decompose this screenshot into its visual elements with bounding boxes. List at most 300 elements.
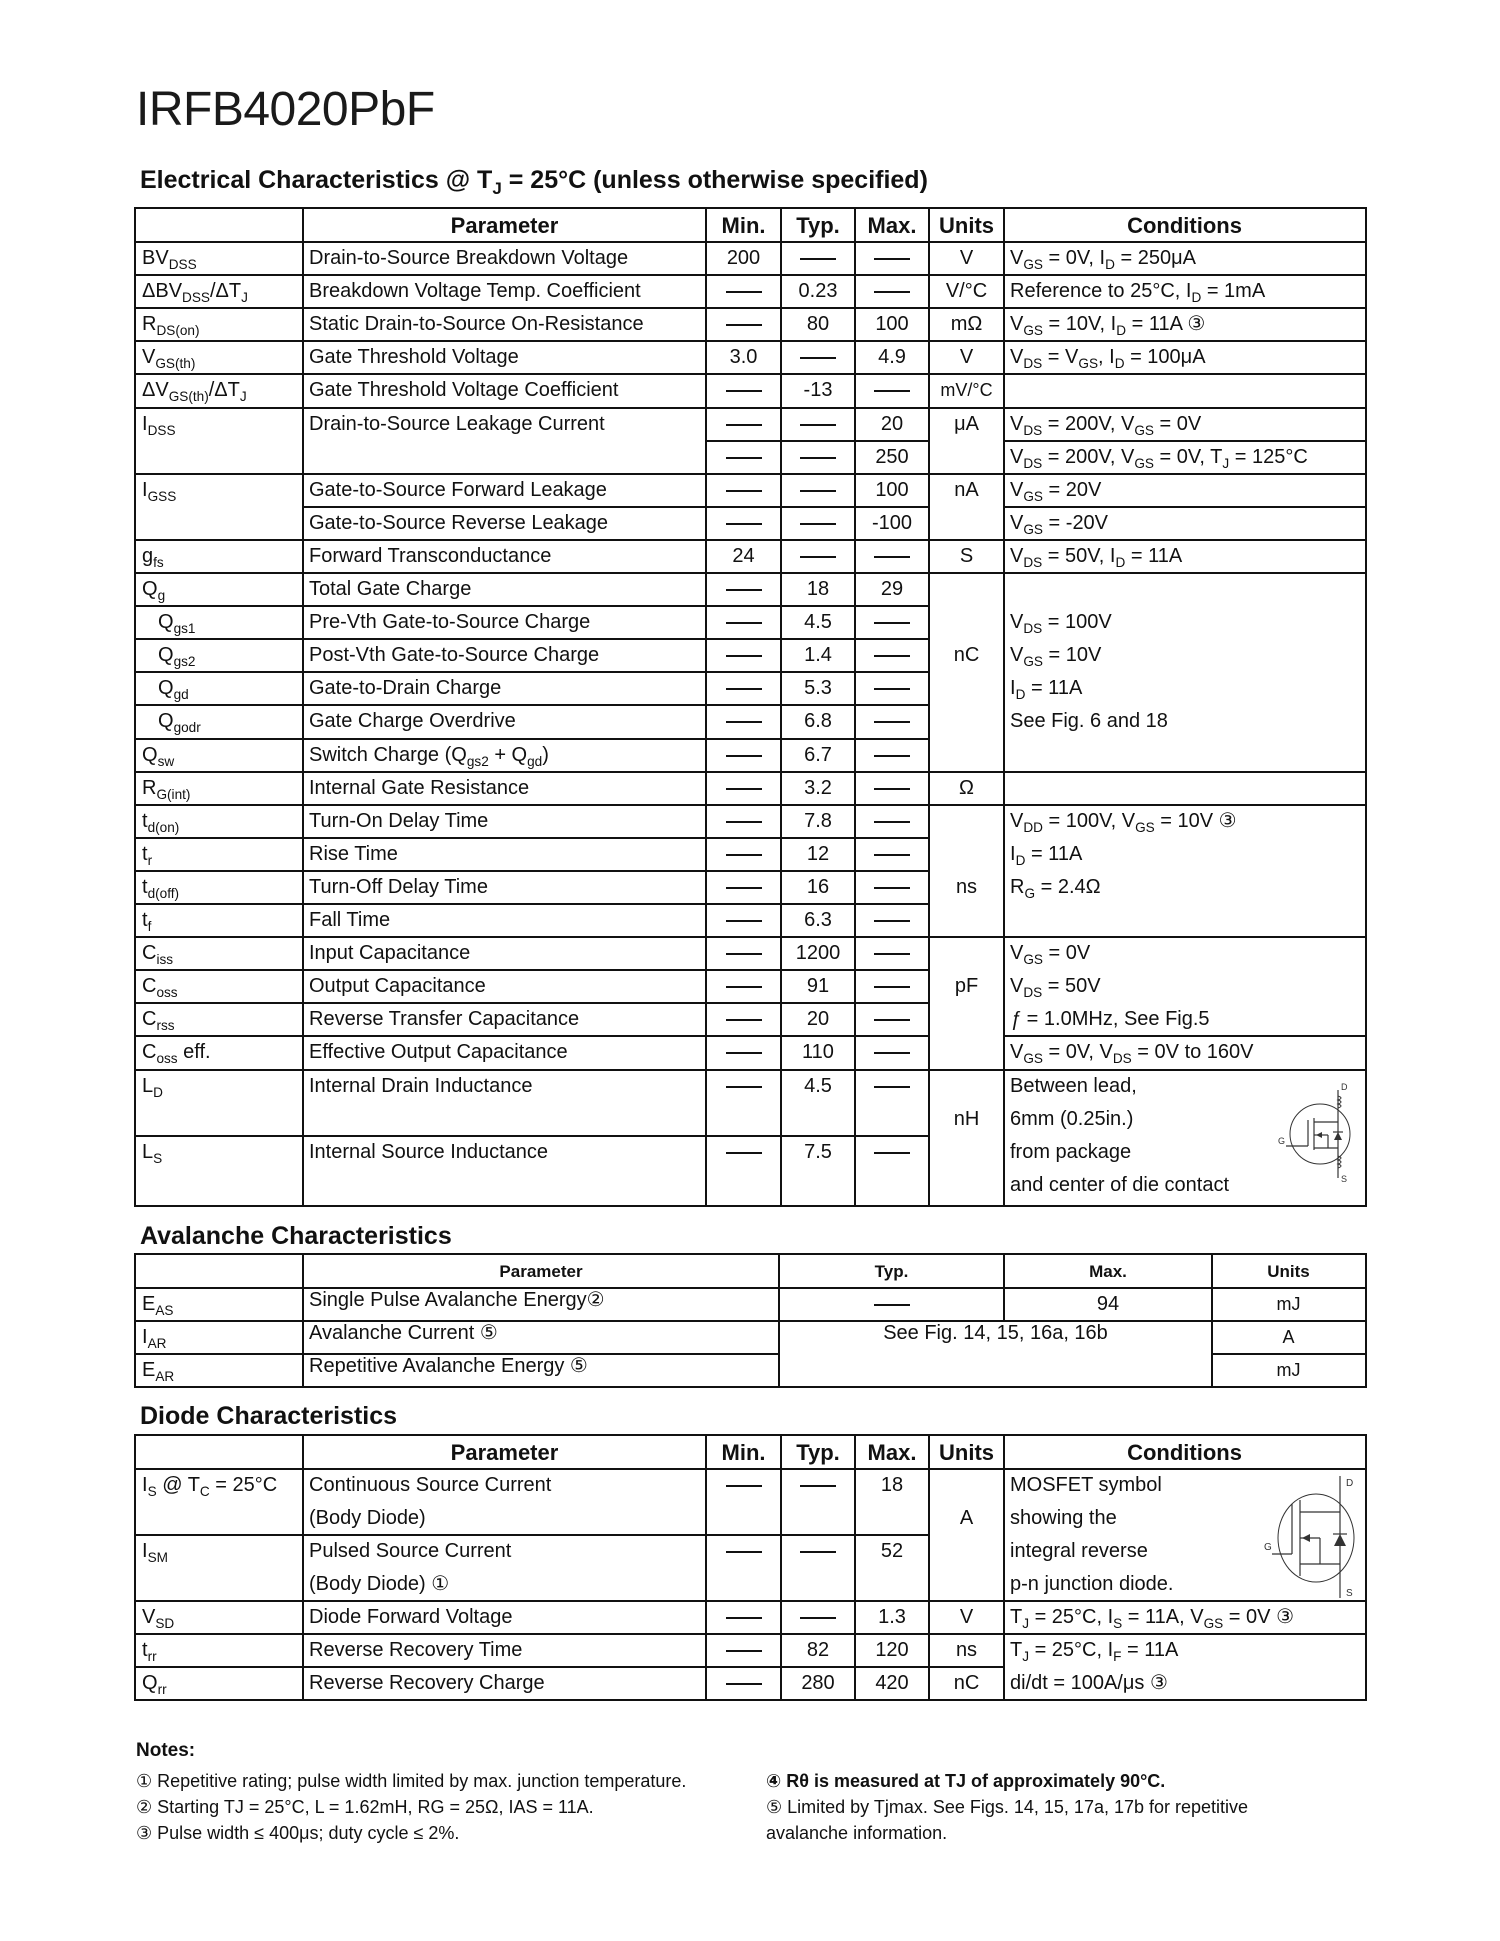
max-value: -100 bbox=[871, 512, 913, 534]
notes-block bbox=[136, 1738, 195, 1764]
conditions-cell: $I_D = 11A$ bbox=[1010, 677, 1083, 702]
typ-value: 0.23 bbox=[798, 280, 838, 302]
dash-none bbox=[726, 490, 762, 492]
dash-none bbox=[874, 556, 910, 558]
parameter-cell: Total Gate Charge bbox=[309, 578, 472, 600]
header-typ: Typ. bbox=[874, 1262, 909, 1281]
conditions-cell: $V_{DS} = 100V$ bbox=[1010, 611, 1112, 636]
parameter-cell: Gate-to-Source Forward Leakage bbox=[309, 479, 607, 501]
max-value bbox=[855, 606, 929, 639]
dash-none bbox=[726, 1551, 762, 1553]
electrical-title-text: Electrical Characteristics @ T bbox=[140, 166, 493, 194]
dash-none bbox=[726, 1617, 762, 1619]
parameter-cell: Post-Vth Gate-to-Source Charge bbox=[309, 644, 600, 666]
dash-none bbox=[874, 986, 910, 988]
header-typ: Typ. bbox=[796, 1440, 840, 1465]
symbol-cell: $I_{SM}$ bbox=[142, 1540, 168, 1565]
dash-none bbox=[726, 755, 762, 757]
parameter-cell: Input Capacitance bbox=[309, 942, 471, 964]
dash-none bbox=[800, 424, 836, 426]
conditions-cell: $V_{GS} = 10V$ bbox=[1010, 644, 1102, 669]
symbol-cell: $R_{DS(on)}$ bbox=[142, 313, 200, 338]
conditions-cell: di/dt = 100A/μs ③ bbox=[1010, 1672, 1168, 1694]
svg-text:G: G bbox=[1278, 1136, 1286, 1146]
parameter-cell: Internal Drain Inductance bbox=[309, 1075, 533, 1097]
parameter-cell: Effective Output Capacitance bbox=[309, 1041, 568, 1063]
note-2: ② Starting TJ = 25°C, L = 1.62mH, RG = 25Ω, IAS = 11A. bbox=[136, 1797, 594, 1817]
dash-none bbox=[726, 953, 762, 955]
units-cell: pF bbox=[954, 975, 979, 997]
typ-value: 20 bbox=[806, 1008, 830, 1030]
conditions-cell: $V_{GS} = -20V$ bbox=[1010, 512, 1109, 537]
symbol-cell: $t_f$ bbox=[142, 909, 152, 934]
avalanche-characteristics-table bbox=[134, 1253, 1367, 1388]
min-value bbox=[706, 374, 781, 407]
symbol-cell: $\Delta V_{GS(th)}/\Delta T_J$ bbox=[142, 379, 247, 404]
symbol-cell: $t_{rr}$ bbox=[142, 1639, 157, 1664]
min-value: 200 bbox=[726, 247, 761, 269]
conditions-cell: $R_G = 2.4\Omega$ bbox=[1010, 876, 1101, 901]
max-value bbox=[855, 540, 929, 573]
typ-value: 110 bbox=[802, 1041, 834, 1063]
header-min: Min. bbox=[721, 1440, 766, 1465]
min-value bbox=[706, 606, 781, 639]
max-value: 250 bbox=[875, 446, 909, 468]
symbol-cell: $R_{G(int)}$ bbox=[142, 777, 191, 802]
conditions-cell: 6mm (0.25in.) bbox=[1010, 1108, 1134, 1130]
dash-none bbox=[874, 920, 910, 922]
parameter-cell: Drain-to-Source Leakage Current bbox=[309, 413, 605, 435]
diode-section-title: Diode Characteristics bbox=[140, 1402, 398, 1430]
dash-none bbox=[874, 688, 910, 690]
typ-value bbox=[781, 1469, 855, 1502]
mosfet-body-diode-symbol-icon bbox=[1264, 1474, 1364, 1603]
dash-none bbox=[874, 788, 910, 790]
parameter-cell: Gate-to-Drain Charge bbox=[309, 677, 502, 699]
typ-value: 16 bbox=[806, 876, 830, 898]
parameter-cell: Gate Threshold Voltage Coefficient bbox=[309, 379, 619, 401]
header-max: Max. bbox=[867, 1440, 917, 1465]
max-value bbox=[855, 739, 929, 772]
header-max: Max. bbox=[867, 213, 917, 238]
min-value bbox=[706, 408, 781, 441]
header-parameter: Parameter bbox=[450, 213, 559, 238]
symbol-cell: $Q_{sw}$ bbox=[142, 744, 175, 769]
electrical-title-rest: = 25°C (unless otherwise specified) bbox=[501, 166, 928, 194]
dash-none bbox=[726, 788, 762, 790]
units-cell: Ω bbox=[959, 777, 974, 799]
symbol-cell: $L_D$ bbox=[142, 1075, 163, 1100]
typ-value: 6.7 bbox=[804, 744, 832, 766]
dash-none bbox=[726, 523, 762, 525]
dash-none bbox=[726, 1019, 762, 1021]
parameter-cell: Rise Time bbox=[309, 843, 398, 865]
max-value: 420 bbox=[875, 1672, 909, 1694]
min-value bbox=[706, 937, 781, 970]
parameter-cell: Reverse Transfer Capacitance bbox=[309, 1008, 580, 1030]
dash-none bbox=[726, 1683, 762, 1685]
dash-none bbox=[800, 1485, 836, 1487]
dash-none bbox=[726, 1052, 762, 1054]
max-value: 94 bbox=[1096, 1293, 1120, 1315]
max-value bbox=[855, 1003, 929, 1036]
typ-value: 3.2 bbox=[804, 777, 832, 799]
parameter-cell: Single Pulse Avalanche Energy② bbox=[309, 1289, 605, 1311]
max-value bbox=[855, 772, 929, 805]
min-value bbox=[706, 871, 781, 904]
dash-none bbox=[874, 887, 910, 889]
dash-none bbox=[874, 821, 910, 823]
header-conditions: Conditions bbox=[1127, 1440, 1242, 1465]
electrical-characteristics-table bbox=[134, 207, 1367, 1207]
parameter-cell: Gate Threshold Voltage bbox=[309, 346, 519, 368]
dash-none bbox=[726, 457, 762, 459]
typ-value: 4.5 bbox=[804, 611, 832, 633]
dash-none bbox=[874, 721, 910, 723]
dash-none bbox=[726, 1152, 762, 1154]
units-cell: A bbox=[1282, 1327, 1295, 1347]
symbol-cell: $\Delta BV_{DSS}/\Delta T_J$ bbox=[142, 280, 248, 305]
dash-none bbox=[726, 324, 762, 326]
units-cell: ns bbox=[955, 876, 978, 898]
mosfet-description-line: p-n junction diode. bbox=[1010, 1573, 1174, 1595]
units-cell: V bbox=[959, 346, 974, 368]
typ-value bbox=[781, 341, 855, 374]
mosfet-inductance-symbol-icon bbox=[1276, 1082, 1356, 1187]
typ-value: 82 bbox=[806, 1639, 830, 1661]
min-value bbox=[706, 573, 781, 606]
min-value bbox=[706, 474, 781, 507]
symbol-cell: $I_{GSS}$ bbox=[142, 479, 177, 504]
units-cell: mJ bbox=[1276, 1294, 1301, 1314]
symbol-cell: $C_{iss}$ bbox=[142, 942, 174, 967]
dash-none bbox=[726, 589, 762, 591]
parameter-cell: Fall Time bbox=[309, 909, 391, 931]
symbol-cell: $E_{AS}$ bbox=[142, 1293, 174, 1318]
mosfet-description-line: MOSFET symbol bbox=[1010, 1474, 1162, 1496]
min-value bbox=[706, 441, 781, 474]
dash-none bbox=[726, 1485, 762, 1487]
symbol-cell: $Q_{gd}$ bbox=[158, 677, 189, 702]
max-value: 1.3 bbox=[878, 1606, 906, 1628]
diode-characteristics-table bbox=[134, 1434, 1367, 1701]
parameter-cell: Switch Charge $(Q_{gs2} + Q_{gd})$ bbox=[309, 744, 549, 769]
typ-value: 7.5 bbox=[804, 1141, 832, 1163]
min-value bbox=[706, 1667, 781, 1700]
units-cell: V/°C bbox=[945, 280, 988, 302]
dash-none bbox=[726, 688, 762, 690]
header-units: Units bbox=[1267, 1262, 1310, 1281]
svg-text:S: S bbox=[1341, 1174, 1348, 1182]
conditions-cell: $V_{GS} = 10V$, $I_D = 11A$ ③ bbox=[1010, 313, 1206, 338]
min-value bbox=[706, 308, 781, 341]
max-value bbox=[855, 242, 929, 275]
typ-value bbox=[781, 507, 855, 540]
dash-none bbox=[874, 854, 910, 856]
conditions-cell: $V_{DD} = 100V$, $V_{GS} = 10V$ ③ bbox=[1010, 810, 1237, 835]
units-cell: V bbox=[959, 247, 974, 269]
min-value bbox=[706, 672, 781, 705]
dash-none bbox=[874, 1152, 910, 1154]
min-value bbox=[706, 1535, 781, 1568]
units-cell: nC bbox=[953, 1672, 980, 1694]
dash-none bbox=[800, 523, 836, 525]
min-value bbox=[706, 1601, 781, 1634]
min-value bbox=[706, 705, 781, 738]
symbol-cell: $Q_{rr}$ bbox=[142, 1672, 167, 1697]
dash-none bbox=[726, 887, 762, 889]
dash-none bbox=[800, 457, 836, 459]
see-figures-note: See Fig. 14, 15, 16a, 16b bbox=[883, 1322, 1108, 1344]
dash-none bbox=[800, 490, 836, 492]
units-cell: mJ bbox=[1276, 1360, 1301, 1380]
symbol-cell: $t_{d(off)}$ bbox=[142, 876, 180, 901]
symbol-cell: $I_{DSS}$ bbox=[142, 413, 176, 438]
parameter-cell: Static Drain-to-Source On-Resistance bbox=[309, 313, 644, 335]
symbol-cell: $I_S$ @ $T_C = 25^\circ C$ bbox=[142, 1474, 278, 1499]
max-value: 120 bbox=[875, 1639, 909, 1661]
header-units: Units bbox=[939, 213, 994, 238]
units-cell: ns bbox=[955, 1639, 978, 1661]
max-value bbox=[855, 639, 929, 672]
parameter-cell: Output Capacitance bbox=[309, 975, 486, 997]
symbol-cell: $Q_g$ bbox=[142, 578, 166, 603]
units-cell: S bbox=[959, 545, 974, 567]
typ-value bbox=[781, 441, 855, 474]
symbol-cell: $C_{oss}$ eff. bbox=[142, 1041, 211, 1066]
dash-none bbox=[800, 357, 836, 359]
min-value bbox=[706, 739, 781, 772]
header-min: Min. bbox=[721, 213, 766, 238]
min-value bbox=[706, 838, 781, 871]
dash-none bbox=[726, 291, 762, 293]
conditions-cell: $V_{DS} = 200V$, $V_{GS} = 0V$ bbox=[1010, 413, 1202, 438]
max-value bbox=[855, 1036, 929, 1069]
dash-none bbox=[874, 1019, 910, 1021]
electrical-section-title bbox=[140, 166, 928, 198]
dash-none bbox=[800, 556, 836, 558]
max-value bbox=[855, 805, 929, 838]
dash-none bbox=[800, 1551, 836, 1553]
parameter-cell: Avalanche Current ⑤ bbox=[309, 1322, 498, 1344]
typ-value: 80 bbox=[806, 313, 830, 335]
conditions-cell: $V_{GS} = 0V$ bbox=[1010, 942, 1091, 967]
min-value bbox=[706, 1136, 781, 1169]
typ-value: 1.4 bbox=[804, 644, 832, 666]
symbol-cell: $Q_{gs1}$ bbox=[158, 611, 196, 636]
symbol-cell: $V_{SD}$ bbox=[142, 1606, 175, 1631]
dash-none bbox=[874, 622, 910, 624]
dash-none bbox=[874, 655, 910, 657]
units-cell: nA bbox=[954, 479, 979, 501]
dash-none bbox=[874, 390, 910, 392]
units-cell: A bbox=[959, 1507, 974, 1529]
max-value: 100 bbox=[875, 313, 909, 335]
max-value bbox=[855, 871, 929, 904]
parameter-cell: Pre-Vth Gate-to-Source Charge bbox=[309, 611, 591, 633]
symbol-cell: $t_r$ bbox=[142, 843, 153, 868]
conditions-cell: $I_D = 11A$ bbox=[1010, 843, 1083, 868]
dash-none bbox=[874, 953, 910, 955]
max-value bbox=[855, 937, 929, 970]
min-value bbox=[706, 1003, 781, 1036]
note-1: ① Repetitive rating; pulse width limited by max. junction temperature. bbox=[136, 1771, 687, 1791]
parameter-cell: Gate-to-Source Reverse Leakage bbox=[309, 512, 609, 534]
dash-none bbox=[874, 258, 910, 260]
typ-value: 1200 bbox=[795, 942, 841, 964]
dash-none bbox=[726, 1086, 762, 1088]
symbol-cell: $Q_{gs2}$ bbox=[158, 644, 196, 669]
parameter-cell: Internal Source Inductance bbox=[309, 1141, 549, 1163]
max-value: 100 bbox=[875, 479, 909, 501]
min-value bbox=[706, 275, 781, 308]
header-parameter: Parameter bbox=[450, 1440, 559, 1465]
conditions-cell: $T_J = 25^\circ C$, $I_S = 11A$, $V_{GS} = 0V$ ③ bbox=[1010, 1606, 1294, 1631]
units-cell: V bbox=[959, 1606, 974, 1628]
conditions-cell: from package bbox=[1010, 1141, 1132, 1163]
svg-text:D: D bbox=[1341, 1082, 1348, 1092]
max-value bbox=[855, 838, 929, 871]
min-value bbox=[706, 805, 781, 838]
header-max: Max. bbox=[1089, 1262, 1127, 1281]
units-cell: nH bbox=[953, 1108, 980, 1130]
symbol-cell: $g_{fs}$ bbox=[142, 545, 164, 570]
max-value bbox=[855, 374, 929, 407]
parameter-cell: Continuous Source Current bbox=[309, 1474, 552, 1496]
typ-value: 280 bbox=[801, 1672, 835, 1694]
typ-value bbox=[781, 474, 855, 507]
parameter-cell: Repetitive Avalanche Energy ⑤ bbox=[309, 1355, 588, 1377]
parameter-cell: Diode Forward Voltage bbox=[309, 1606, 513, 1628]
min-value bbox=[706, 772, 781, 805]
conditions-cell: $V_{GS} = 0V$, $I_D = 250\mu A$ bbox=[1010, 247, 1196, 272]
header-units: Units bbox=[939, 1440, 994, 1465]
dash-none bbox=[800, 258, 836, 260]
parameter-cell: Pulsed Source Current bbox=[309, 1540, 512, 1562]
avalanche-section-title: Avalanche Characteristics bbox=[140, 1222, 452, 1250]
dash-none bbox=[726, 721, 762, 723]
conditions-cell: $V_{GS} = 0V$, $V_{DS} = 0V$ to 160V bbox=[1010, 1041, 1254, 1066]
max-value bbox=[855, 275, 929, 308]
symbol-cell: $BV_{DSS}$ bbox=[142, 247, 197, 272]
svg-text:G: G bbox=[1264, 1542, 1272, 1553]
symbol-cell: $E_{AR}$ bbox=[142, 1359, 175, 1384]
typ-value: 6.8 bbox=[804, 710, 832, 732]
typ-value bbox=[781, 1601, 855, 1634]
typ-value bbox=[781, 540, 855, 573]
header-conditions: Conditions bbox=[1127, 213, 1242, 238]
note-5: ⑤ Limited by Tjmax. See Figs. 14, 15, 17a, 17b for repetitive avalanche information. bbox=[766, 1797, 1249, 1843]
dash-none bbox=[726, 424, 762, 426]
parameter-cell: Forward Transconductance bbox=[309, 545, 552, 567]
header-parameter: Parameter bbox=[499, 1262, 583, 1281]
typ-value: 18 bbox=[806, 578, 830, 600]
typ-value: 6.3 bbox=[804, 909, 832, 931]
notes-right bbox=[766, 1768, 1326, 1846]
max-value bbox=[855, 904, 929, 937]
header-typ: Typ. bbox=[796, 213, 840, 238]
symbol-cell: $Q_{godr}$ bbox=[158, 710, 201, 735]
typ-value: 12 bbox=[806, 843, 830, 865]
symbol-cell: $V_{GS(th)}$ bbox=[142, 346, 196, 371]
mosfet-description-line: integral reverse bbox=[1010, 1540, 1148, 1562]
dash-none bbox=[726, 821, 762, 823]
dash-none bbox=[726, 920, 762, 922]
dash-none bbox=[874, 1086, 910, 1088]
parameter-cell: Reverse Recovery Time bbox=[309, 1639, 523, 1661]
conditions-cell: ƒ = 1.0MHz, See Fig.5 bbox=[1010, 1008, 1210, 1030]
symbol-cell: $t_{d(on)}$ bbox=[142, 810, 180, 835]
min-value bbox=[706, 904, 781, 937]
dash-none bbox=[800, 1617, 836, 1619]
parameter-cell-line2: (Body Diode) ① bbox=[309, 1573, 450, 1595]
mosfet-description-line: showing the bbox=[1010, 1507, 1117, 1529]
conditions-cell: $V_{DS} = 50V$ bbox=[1010, 975, 1101, 1000]
min-value: 3.0 bbox=[729, 346, 758, 368]
dash-none bbox=[726, 622, 762, 624]
units-cell: nC bbox=[953, 644, 980, 666]
dash-none bbox=[874, 755, 910, 757]
parameter-cell: Internal Gate Resistance bbox=[309, 777, 530, 799]
dash-none bbox=[874, 1052, 910, 1054]
max-value: 20 bbox=[880, 413, 904, 435]
parameter-cell: Drain-to-Source Breakdown Voltage bbox=[309, 247, 629, 269]
parameter-cell: Reverse Recovery Charge bbox=[309, 1672, 545, 1694]
conditions-cell: and center of die contact bbox=[1010, 1174, 1230, 1196]
notes-title: Notes: bbox=[136, 1740, 196, 1761]
conditions-cell: $V_{DS} = V_{GS}$, $I_D = 100\mu A$ bbox=[1010, 346, 1206, 371]
conditions-cell: $V_{DS} = 50V$, $I_D = 11A$ bbox=[1010, 545, 1183, 570]
typ-value bbox=[781, 408, 855, 441]
typ-value: 5.3 bbox=[804, 677, 832, 699]
min-value bbox=[706, 1036, 781, 1069]
units-cell: μA bbox=[954, 413, 979, 435]
min-value: 24 bbox=[732, 545, 755, 567]
symbol-cell: $I_{AR}$ bbox=[142, 1326, 167, 1351]
conditions-cell: $T_J = 25^\circ C$, $I_F = 11A$ bbox=[1010, 1639, 1179, 1664]
dash-none bbox=[726, 390, 762, 392]
max-value bbox=[855, 705, 929, 738]
typ-value: -13 bbox=[803, 379, 833, 401]
max-value: 29 bbox=[880, 578, 904, 600]
min-value bbox=[706, 1469, 781, 1502]
dash-none bbox=[726, 854, 762, 856]
parameter-cell: Turn-On Delay Time bbox=[309, 810, 489, 832]
min-value bbox=[706, 639, 781, 672]
parameter-cell: Gate Charge Overdrive bbox=[309, 710, 516, 732]
conditions-cell: See Fig. 6 and 18 bbox=[1010, 710, 1168, 732]
typ-value bbox=[781, 242, 855, 275]
units-cell: mV/°C bbox=[940, 380, 993, 400]
typ-value: 4.5 bbox=[804, 1075, 832, 1097]
part-number-title: IRFB4020PbF bbox=[136, 83, 435, 136]
conditions-cell: $V_{DS} = 200V$, $V_{GS} = 0V$, $T_J = 125^\circ C$ bbox=[1010, 446, 1308, 471]
min-value bbox=[706, 1634, 781, 1667]
min-value bbox=[706, 507, 781, 540]
max-value bbox=[855, 970, 929, 1003]
typ-value: 7.8 bbox=[804, 810, 832, 832]
typ-value: 91 bbox=[806, 975, 830, 997]
dash-none bbox=[874, 1304, 910, 1306]
units-cell: mΩ bbox=[950, 313, 983, 335]
dash-none bbox=[726, 986, 762, 988]
electrical-title-sub: J bbox=[492, 178, 502, 198]
notes-left bbox=[136, 1768, 756, 1846]
max-value bbox=[855, 672, 929, 705]
parameter-cell-line2: (Body Diode) bbox=[309, 1507, 426, 1529]
symbol-cell: $C_{oss}$ bbox=[142, 975, 178, 1000]
conditions-cell: $V_{GS} = 20V$ bbox=[1010, 479, 1102, 504]
